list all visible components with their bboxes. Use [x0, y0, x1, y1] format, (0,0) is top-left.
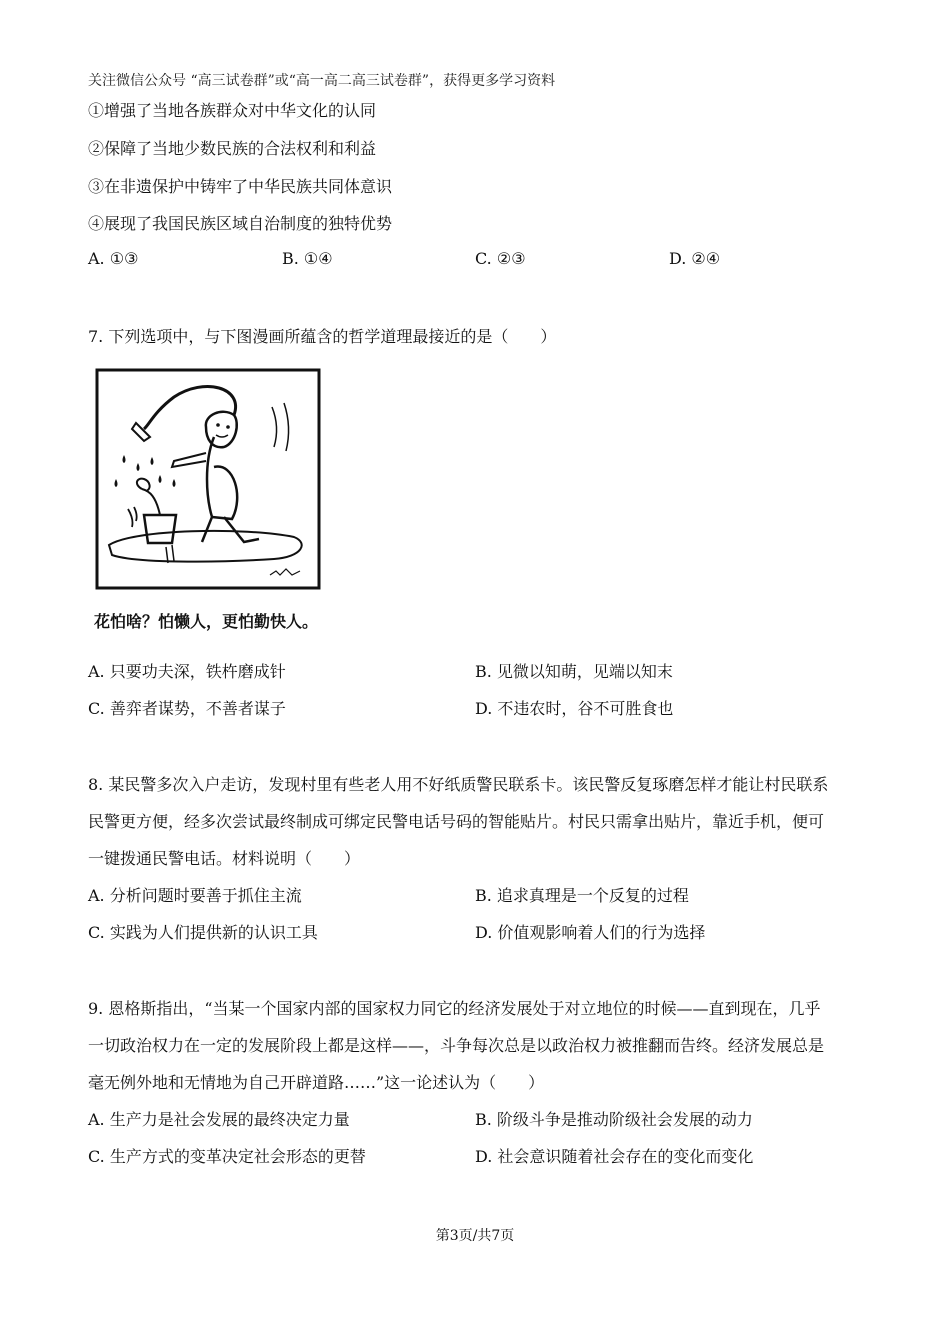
q8-option-b: B. 追求真理是一个反复的过程	[475, 886, 689, 905]
q9-option-b: B. 阶级斗争是推动阶级社会发展的动力	[475, 1110, 753, 1129]
watering-cartoon-image	[94, 367, 322, 591]
q9-stem-line-3: 毫无例外地和无情地为自己开辟道路……”这一论述认为（ ）	[88, 1073, 545, 1092]
q8-stem-line-3: 一键拨通民警电话。材料说明（ ）	[88, 849, 361, 868]
q7-option-b: B. 见微以知萌，见端以知末	[475, 662, 673, 681]
q6-option-c: C. ②③	[475, 249, 526, 268]
q8-stem-line-1: 8. 某民警多次入户走访，发现村里有些老人用不好纸质警民联系卡。该民警反复琢磨怎样才能让村民联系	[88, 775, 829, 794]
q6-option-a: A. ①③	[88, 249, 139, 268]
cartoon-caption: 花怕啥？怕懒人，更怕勤快人。	[94, 612, 319, 631]
q8-option-c: C. 实践为人们提供新的认识工具	[88, 923, 318, 942]
q9-stem-line-1: 9. 恩格斯指出，“当某一个国家内部的国家权力同它的经济发展处于对立地位的时候——直到现在，几乎	[88, 999, 821, 1018]
page-header-notice: 关注微信公众号 “高三试卷群”或“高一高二高三试卷群”，获得更多学习资料	[88, 73, 556, 89]
q7-option-d: D. 不违农时，谷不可胜食也	[475, 699, 674, 718]
q9-option-d: D. 社会意识随着社会存在的变化而变化	[475, 1147, 754, 1166]
q9-option-a: A. 生产力是社会发展的最终决定力量	[88, 1110, 350, 1129]
q7-stem: 7. 下列选项中，与下图漫画所蕴含的哲学道理最接近的是（ ）	[88, 327, 557, 346]
q7-option-c: C. 善弈者谋势，不善者谋子	[88, 699, 286, 718]
q8-stem-line-2: 民警更方便，经多次尝试最终制成可绑定民警电话号码的智能贴片。村民只需拿出贴片，靠近手机，便可	[88, 812, 825, 831]
q6-statement-3: ③在非遗保护中铸牢了中华民族共同体意识	[88, 177, 393, 196]
q6-option-d: D. ②④	[669, 249, 721, 268]
q8-option-d: D. 价值观影响着人们的行为选择	[475, 923, 706, 942]
q7-option-a: A. 只要功夫深，铁杵磨成针	[88, 662, 286, 681]
q6-statement-1: ①增强了当地各族群众对中华文化的认同	[88, 101, 377, 120]
q6-statement-4: ④展现了我国民族区域自治制度的独特优势	[88, 214, 393, 233]
q6-option-b: B. ①④	[282, 249, 333, 268]
q8-option-a: A. 分析问题时要善于抓住主流	[88, 886, 302, 905]
q9-option-c: C. 生产方式的变革决定社会形态的更替	[88, 1147, 366, 1166]
page-number: 第3页/共7页	[435, 1228, 515, 1244]
q9-stem-line-2: 一切政治权力在一定的发展阶段上都是这样——，斗争每次总是以政治权力被推翻而告终。经济发展总是	[88, 1036, 825, 1055]
q6-statement-2: ②保障了当地少数民族的合法权利和利益	[88, 139, 377, 158]
